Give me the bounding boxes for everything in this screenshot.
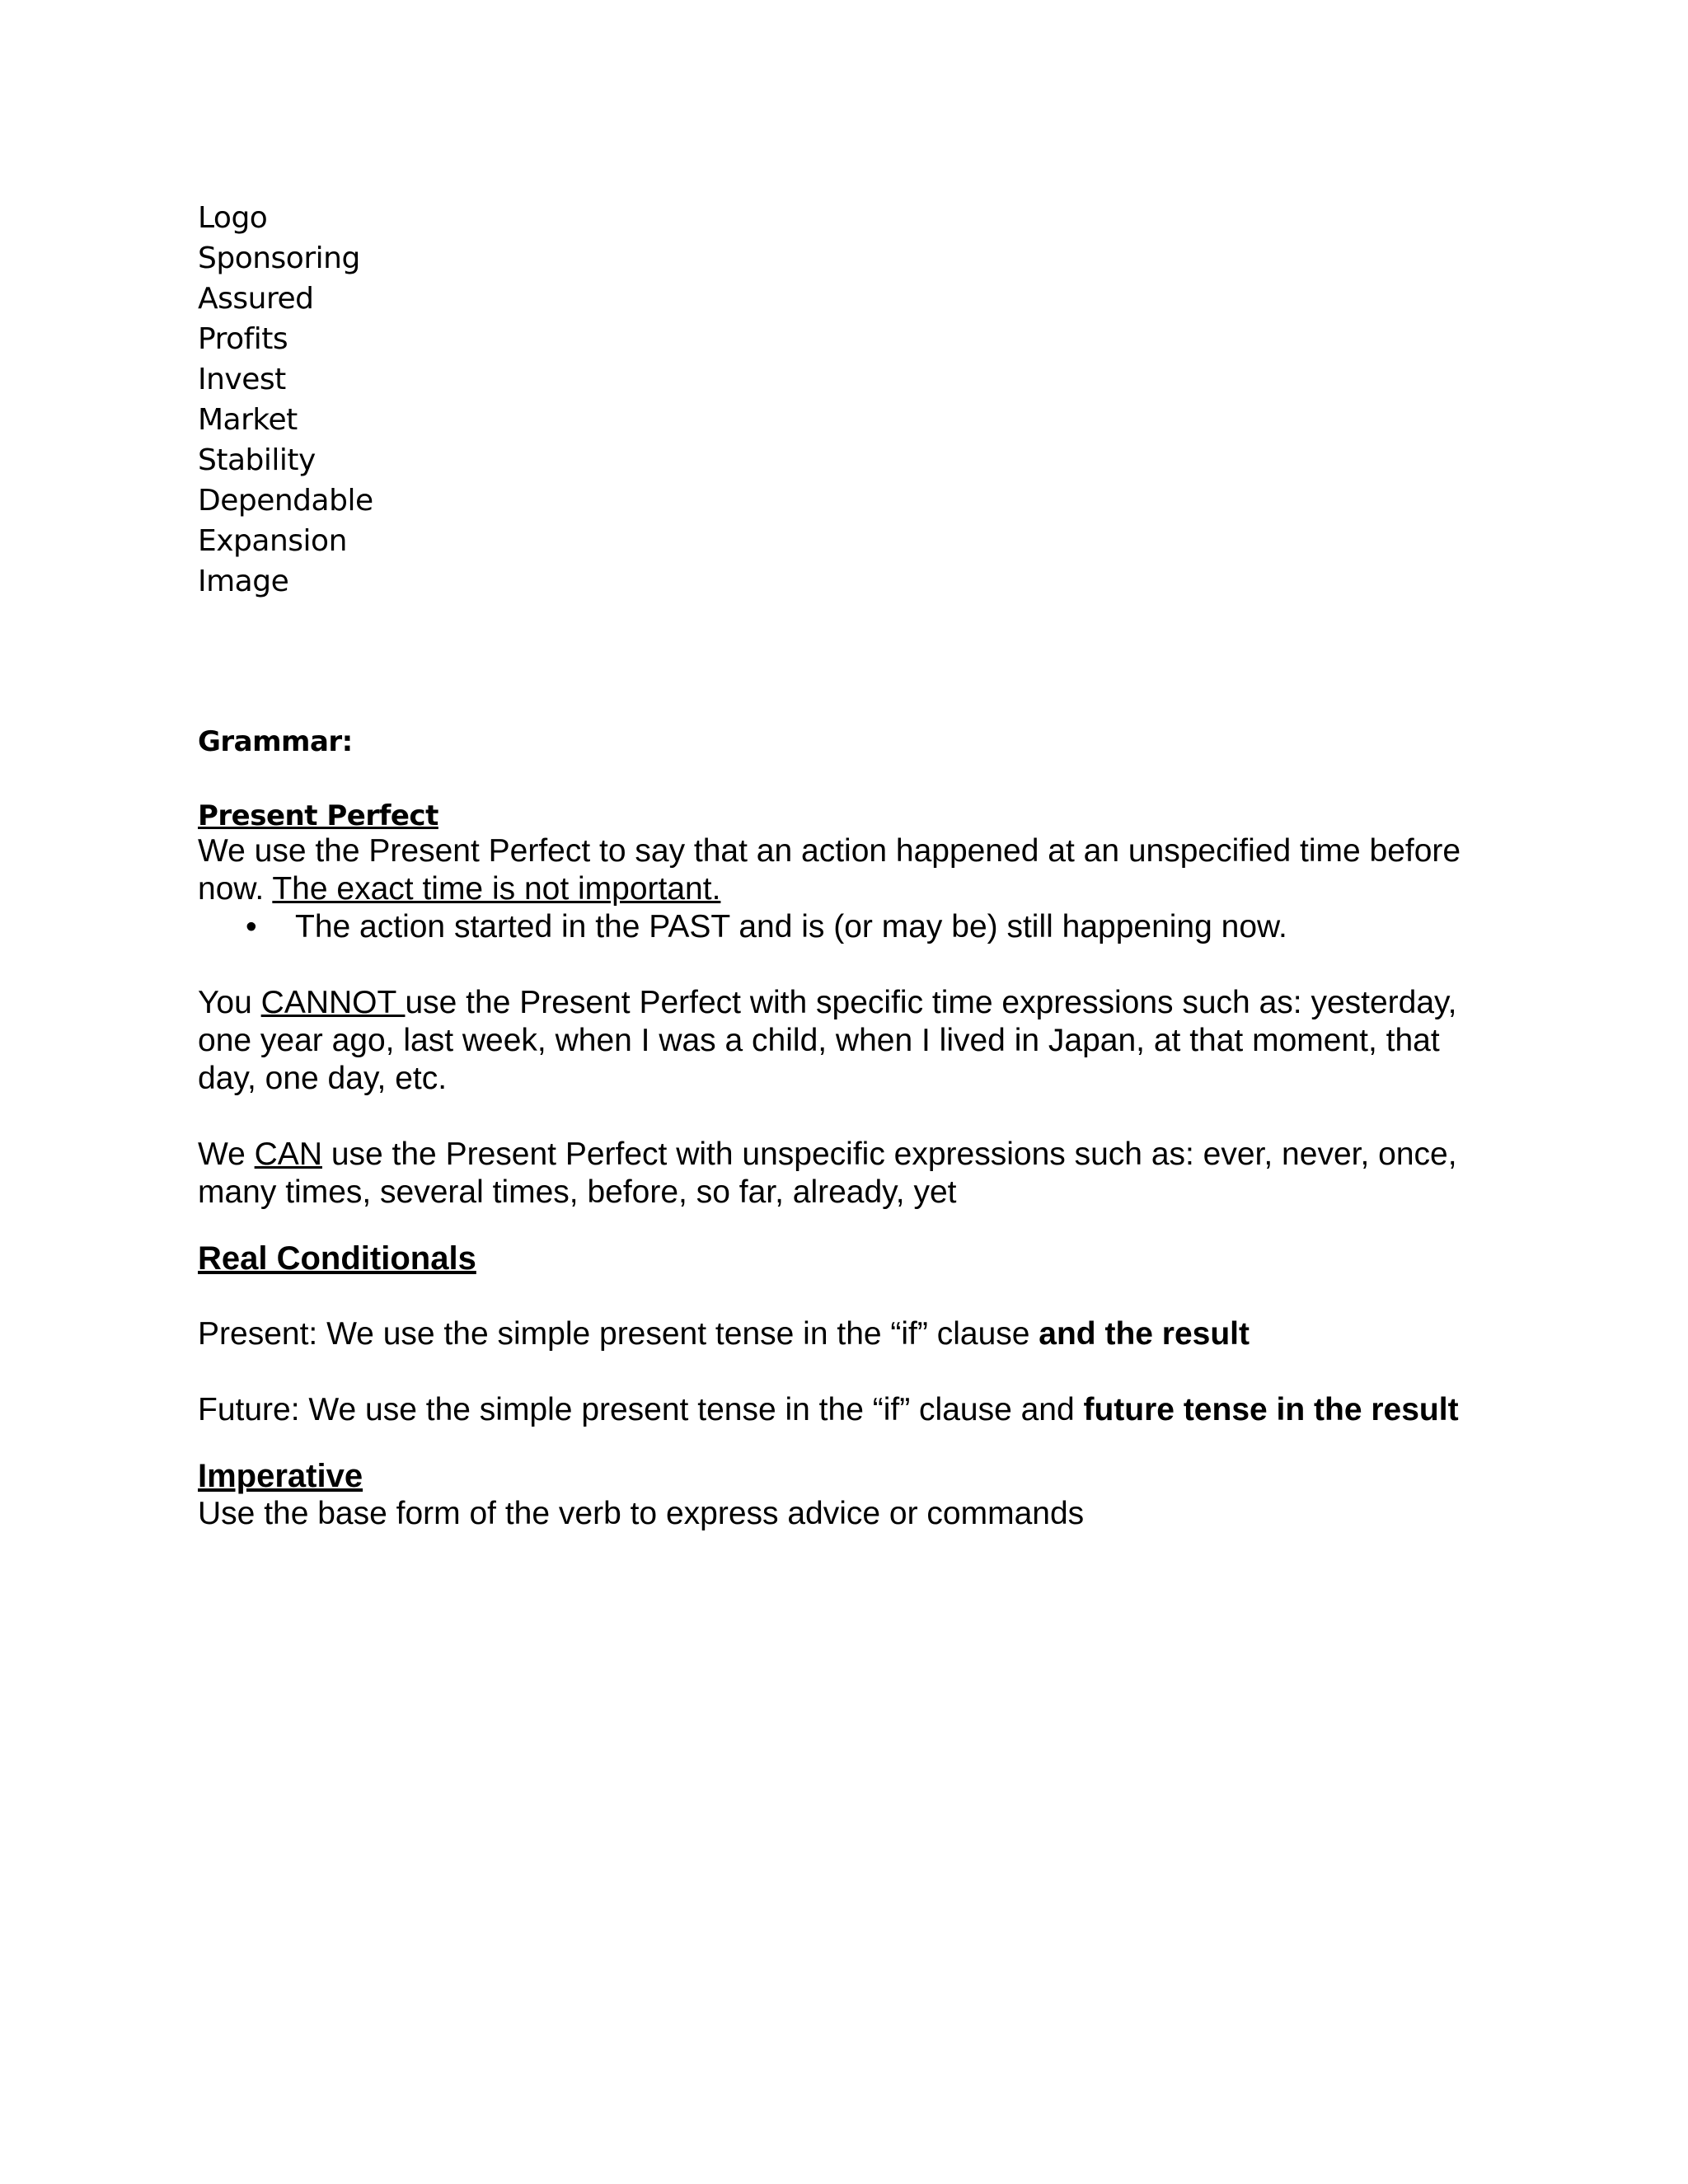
vocabulary-item: Image — [198, 565, 289, 598]
can-text-rest: use the Present Perfect with unspecific expressions such as: ever, never, once, many times, several times, before, so far, already, yet — [198, 1137, 1457, 1210]
grammar-heading: Grammar: — [198, 725, 353, 758]
present-conditional — [198, 1315, 1484, 1353]
future-conditional-text: Future: We use the simple present tense in the “if” clause and — [198, 1392, 1084, 1427]
imperative-text: Use the base form of the verb to express advice or commands — [198, 1496, 1085, 1531]
future-conditional-bold: future tense in the result — [1083, 1392, 1459, 1427]
vocabulary-item: Market — [198, 403, 298, 437]
present-perfect-intro — [198, 832, 1484, 908]
present-conditional-text: Present: We use the simple present tense in the “if” clause — [198, 1316, 1039, 1352]
vocabulary-item: Profits — [198, 322, 288, 356]
vocabulary-list — [198, 198, 1484, 602]
cannot-text-start: You — [198, 985, 261, 1020]
vocabulary-item: Logo — [198, 201, 268, 235]
imperative-section — [198, 1495, 1484, 1533]
present-perfect-section — [198, 832, 1484, 1212]
present-perfect-intro-underlined: The exact time is not important. — [272, 871, 721, 907]
imperative-heading: Imperative — [198, 1458, 363, 1494]
future-conditional — [198, 1391, 1484, 1429]
bullet-icon: • — [246, 909, 257, 944]
present-perfect-can — [198, 1136, 1484, 1212]
present-conditional-bold: and the result — [1039, 1316, 1250, 1352]
vocabulary-item: Assured — [198, 282, 314, 316]
present-perfect-cannot — [198, 984, 1484, 1098]
vocabulary-item: Invest — [198, 363, 286, 396]
can-underlined: CAN — [254, 1137, 322, 1172]
present-perfect-heading: Present Perfect — [198, 799, 438, 832]
present-perfect-bullet — [198, 908, 1484, 946]
vocabulary-item: Dependable — [198, 484, 373, 518]
vocabulary-item: Sponsoring — [198, 241, 360, 275]
cannot-text-rest: use the Present Perfect with specific time expressions such as: yesterday, one year ago, last week, when I was a child, when I lived in Japan, at that moment, that day, one day, etc. — [198, 985, 1457, 1096]
cannot-underlined: CANNOT — [260, 985, 406, 1020]
real-conditionals-section — [198, 1315, 1484, 1429]
vocabulary-item: Expansion — [198, 524, 347, 558]
present-perfect-bullet-text: The action started in the PAST and is (or may be) still happening now. — [295, 909, 1287, 944]
vocabulary-item: Stability — [198, 443, 316, 477]
real-conditionals-heading: Real Conditionals — [198, 1240, 476, 1277]
can-text-start: We — [198, 1137, 255, 1172]
page-content — [198, 198, 1484, 1533]
present-perfect-intro-text: We use the Present Perfect to say that an action happened at an unspecified time before now. — [198, 833, 1461, 907]
